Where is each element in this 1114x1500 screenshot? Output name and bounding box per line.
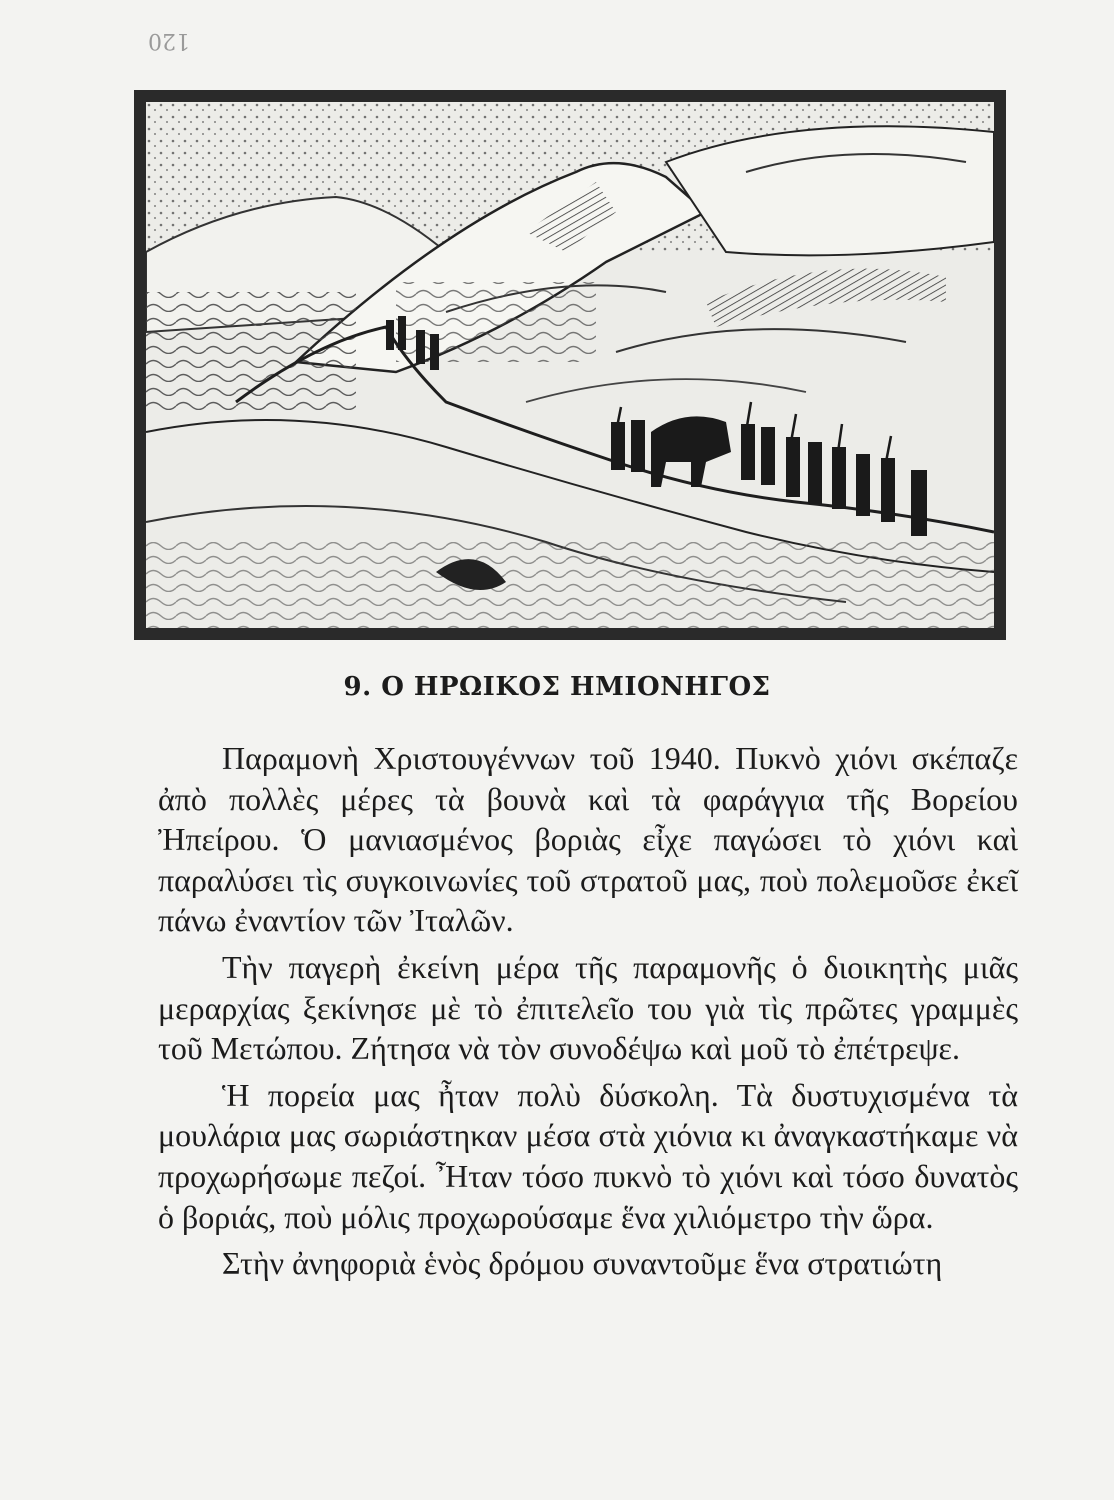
paragraph: Ἡ πορεία μας ἦταν πολὺ δύσκολη. Τὰ δυστυχισμένα τὰ μουλάρια μας σωριάστηκαν μέσα στὰ χιόνια κι ἀναγκαστήκαμε νὰ προχωρήσωμε πεζοί. Ἦταν τόσο πυκνὸ τὸ χιόνι καὶ τόσο δυνατὸς ὁ βοριάς, ποὺ μόλις προχωρούσαμε ἕνα χιλιόμετρο τὴν ὥρα. — [158, 1076, 1018, 1235]
paragraph: Παραμονὴ Χριστουγέννων τοῦ 1940. Πυκνὸ χιόνι σκέπαζε ἀπὸ πολλὲς μέρες τὰ βουνὰ καὶ τὰ φαράγγια τῆς Βορείου Ἠπείρου. Ὁ μανιασμένος βοριὰς εἶχε παγώσει τὸ χιόνι καὶ παραλύσει τὶς συγκοινωνίες τοῦ στρατοῦ μας, ποὺ πολεμοῦσε ἐκεῖ πάνω ἐναντίον τῶν Ἰταλῶν. — [158, 740, 1018, 939]
chapter-title: 9. Ο ΗΡΩΙΚΟΣ ΗΜΙΟΝΗΓΟΣ — [343, 672, 771, 702]
body-text — [158, 738, 1018, 1290]
illustration — [134, 90, 1006, 640]
paragraph: Στὴν ἀνηφοριὰ ἑνὸς δρόμου συναντοῦμε ἕνα στρατιώτη — [222, 1245, 943, 1282]
paragraph: Τὴν παγερὴ ἐκείνη μέρα τῆς παραμονῆς ὁ διοικητὴς μιᾶς μεραρχίας ξεκίνησε μὲ τὸ ἐπιτελεῖο του γιὰ τὶς πρῶτες γραμμὲς τοῦ Μετώπου. Ζήτησα νὰ τὸν συνοδέψω καὶ μοῦ τὸ ἐπέτρεψε. — [158, 948, 1018, 1067]
snowy-mountain-soldiers-image — [146, 102, 994, 628]
page-number: 120 — [148, 28, 190, 53]
